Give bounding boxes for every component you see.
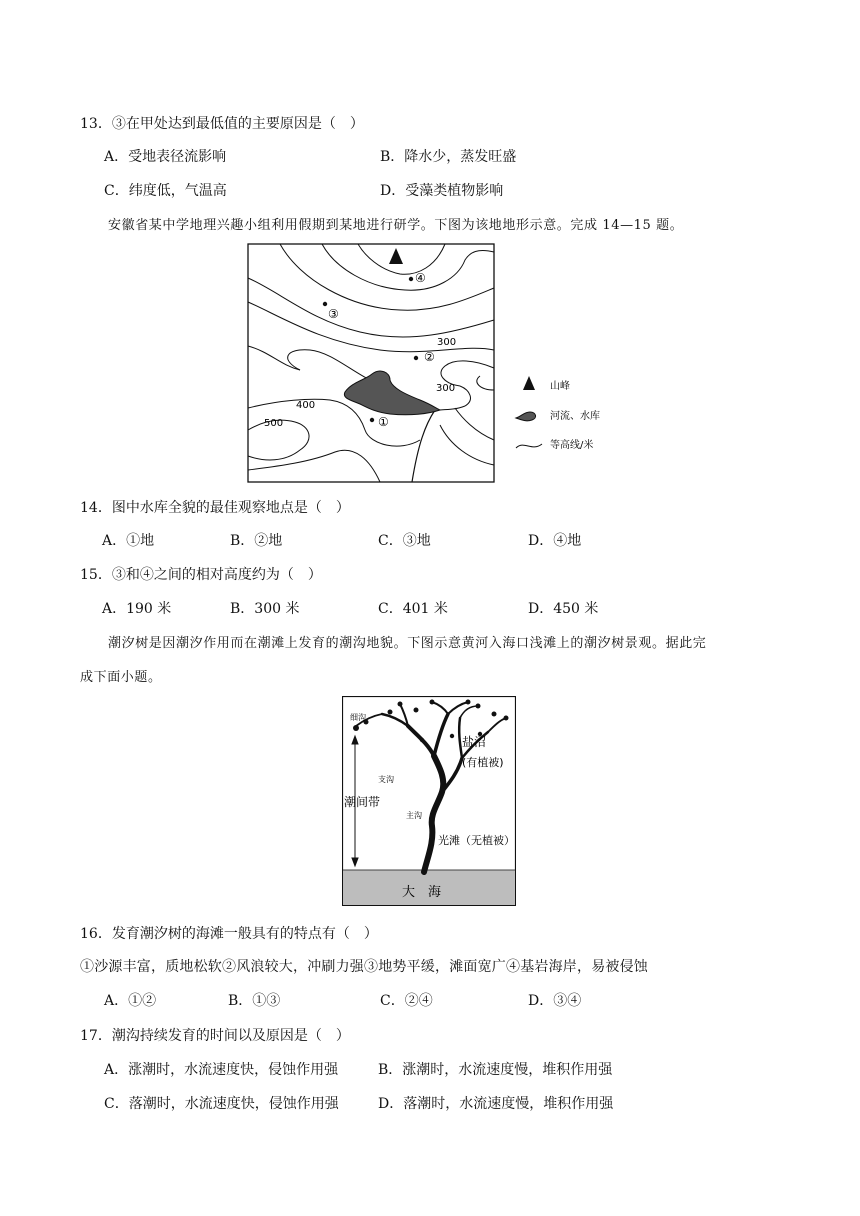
contour-label: 300 bbox=[436, 383, 456, 394]
rill-mark bbox=[388, 710, 393, 715]
rill-mark bbox=[353, 725, 359, 731]
contour-label: 300 bbox=[437, 337, 457, 348]
q13-option-d: D．受藻类植物影响 bbox=[380, 183, 504, 199]
q15-option-a: A．190 米 bbox=[102, 601, 172, 617]
rill-mark bbox=[492, 712, 497, 717]
rill-mark bbox=[450, 734, 454, 738]
q16-option-d: D．③④ bbox=[528, 993, 582, 1009]
q16-option-a: A．①② bbox=[104, 993, 157, 1009]
q17-option-b: B．涨潮时，水流速度慢，堆积作用强 bbox=[378, 1062, 613, 1078]
q15-option-b: B．300 米 bbox=[230, 601, 300, 617]
q14-option-d: D．④地 bbox=[528, 533, 582, 549]
intro-16-17-line1: 潮汐树是因潮汐作用而在潮滩上发育的潮沟地貌。下图示意黄河入海口浅滩上的潮汐树景观。据此完 bbox=[108, 636, 707, 651]
point-2-dot bbox=[414, 356, 418, 360]
contour-label: 500 bbox=[264, 418, 284, 429]
label-zhigou: 支沟 bbox=[378, 775, 394, 784]
rill-mark bbox=[420, 738, 424, 742]
q13-option-a: A．受地表径流影响 bbox=[104, 149, 227, 165]
label-dahai: 大 海 bbox=[402, 885, 442, 900]
q17-option-a: A．涨潮时，水流速度快，侵蚀作用强 bbox=[104, 1062, 339, 1078]
rill-mark bbox=[414, 708, 419, 713]
topographic-map bbox=[240, 240, 620, 486]
point-2-label: ② bbox=[424, 350, 435, 364]
rill-mark bbox=[430, 700, 435, 705]
point-4-label: ④ bbox=[415, 271, 426, 285]
q14-stem: 14．图中水库全貌的最佳观察地点是（ ） bbox=[80, 500, 350, 516]
label-yanzhao: 盐沼 bbox=[462, 735, 487, 749]
q16-statements: ①沙源丰富，质地松软②风浪较大，冲刷力强③地势平缓，滩面宽广④基岩海岸，易被侵蚀 bbox=[80, 959, 648, 975]
q14-option-b: B．②地 bbox=[230, 533, 283, 549]
rill-mark bbox=[476, 704, 481, 709]
q15-option-d: D．450 米 bbox=[528, 601, 599, 617]
label-xigou: 细沟 bbox=[350, 713, 366, 722]
legend-contour-icon bbox=[516, 444, 542, 448]
tidal-tree-figure bbox=[342, 696, 516, 906]
q16-stem: 16．发育潮汐树的海滩一般具有的特点有（ ） bbox=[80, 926, 378, 942]
q14-option-a: A．①地 bbox=[102, 533, 155, 549]
q13-stem: 13．③在甲处达到最低值的主要原因是（ ） bbox=[80, 116, 364, 132]
q17-option-c: C．落潮时，水流速度快，侵蚀作用强 bbox=[104, 1096, 339, 1112]
point-4-dot bbox=[409, 277, 413, 281]
label-guangtan: 光滩（无植被） bbox=[438, 834, 515, 847]
q14-option-c: C．③地 bbox=[378, 533, 431, 549]
legend-river-label: 河流、水库 bbox=[550, 411, 600, 422]
rill-mark bbox=[398, 702, 403, 707]
rill-mark bbox=[504, 716, 509, 721]
q13-option-c: C．纬度低，气温高 bbox=[104, 183, 227, 199]
q17-option-d: D．落潮时，水流速度慢，堆积作用强 bbox=[378, 1096, 614, 1112]
contour-label: 400 bbox=[296, 400, 316, 411]
point-3-label: ③ bbox=[328, 307, 339, 321]
intro-14-15: 安徽省某中学地理兴趣小组利用假期到某地进行研学。下图为该地地形示意。完成 14—15 题。 bbox=[108, 218, 684, 233]
q15-option-c: C．401 米 bbox=[378, 601, 448, 617]
point-1-label: ① bbox=[378, 415, 389, 429]
q16-option-b: B．①③ bbox=[228, 993, 281, 1009]
intro-16-17-line2: 成下面小题。 bbox=[80, 670, 162, 685]
legend-contour-label: 等高线/米 bbox=[550, 440, 594, 451]
legend-river-icon bbox=[516, 412, 536, 421]
label-chaojiandai: 潮间带 bbox=[344, 795, 381, 809]
legend-peak-icon bbox=[523, 376, 535, 390]
q16-option-c: C．②④ bbox=[380, 993, 433, 1009]
label-youzhibei: (有植被) bbox=[462, 756, 504, 769]
label-zhugou: 主沟 bbox=[406, 811, 422, 820]
point-1-dot bbox=[370, 418, 374, 422]
rill-mark bbox=[466, 700, 471, 705]
legend-peak-label: 山峰 bbox=[550, 381, 570, 392]
point-3-dot bbox=[323, 302, 327, 306]
q13-option-b: B．降水少，蒸发旺盛 bbox=[380, 149, 517, 165]
q15-stem: 15．③和④之间的相对高度约为（ ） bbox=[80, 567, 322, 583]
q17-stem: 17．潮沟持续发育的时间以及原因是（ ） bbox=[80, 1028, 350, 1044]
